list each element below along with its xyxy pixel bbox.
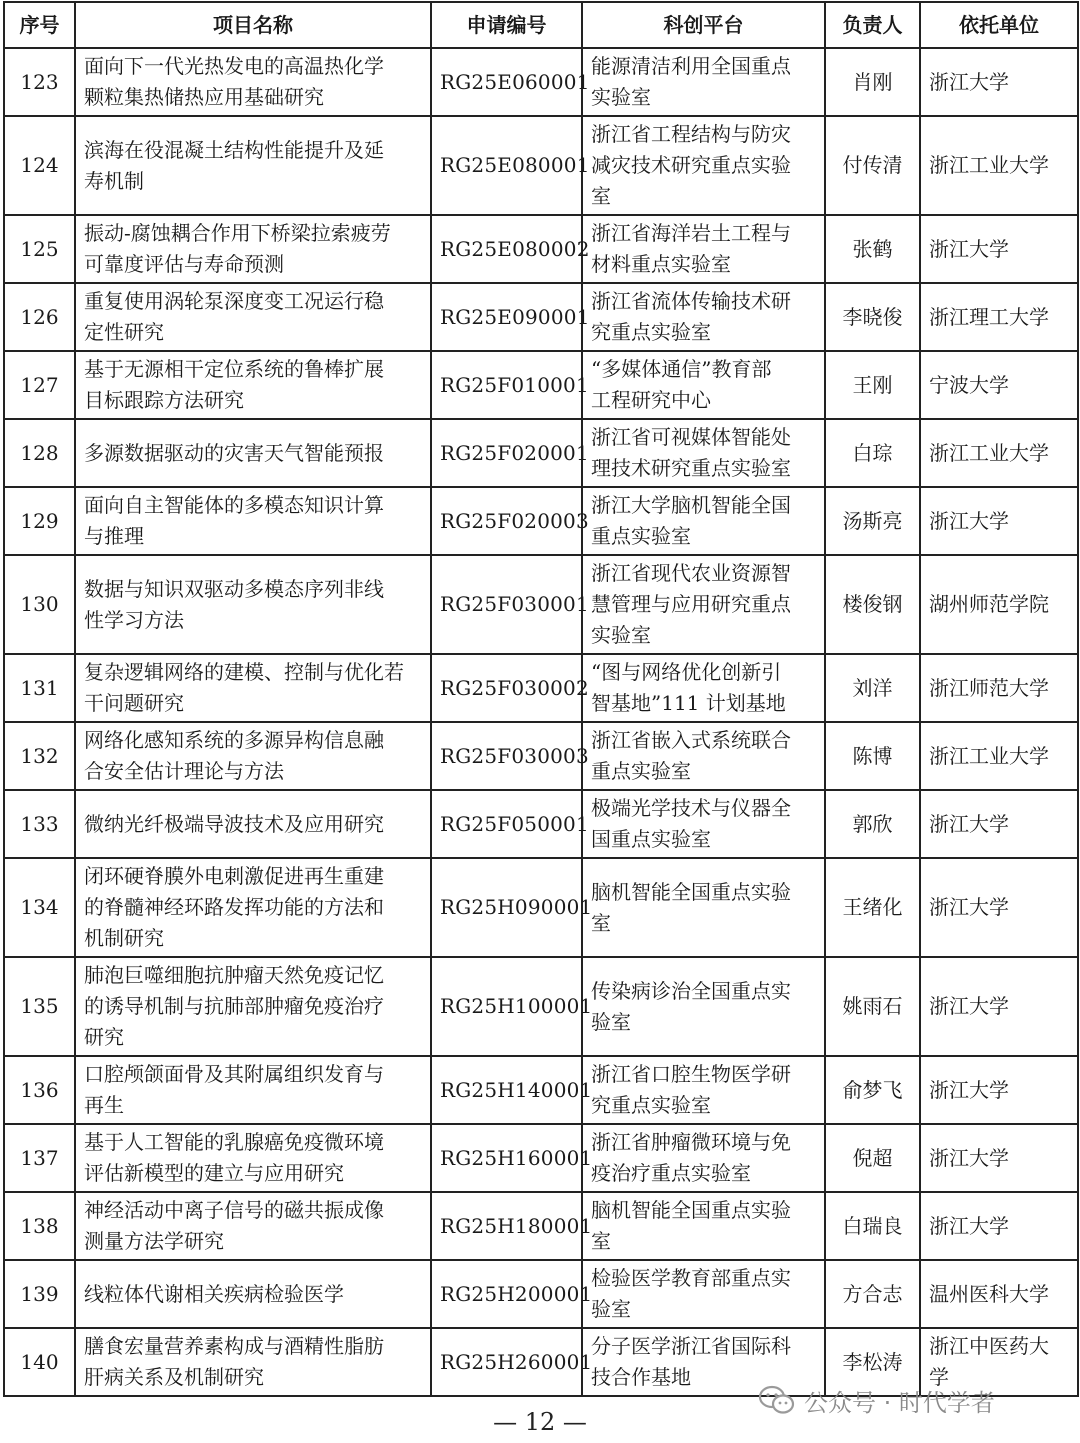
host-unit-line: 浙江中医药大: [929, 1334, 1049, 1358]
host-unit-line: 浙江大学: [929, 1077, 1009, 1102]
cell-platform: [582, 1056, 825, 1124]
cell-project-name: [75, 283, 431, 351]
project-name-line: 可靠度评估与寿命预测: [84, 252, 284, 276]
platform-line: 室: [591, 1229, 611, 1253]
cell-project-name: [75, 351, 431, 419]
platform-line: 技合作基地: [591, 1365, 691, 1389]
cell-no: 136: [4, 1056, 75, 1124]
cell-no: 139: [4, 1260, 75, 1328]
cell-person-in-charge: 付传清: [825, 116, 920, 215]
platform-line: 浙江省肿瘤微环境与免: [591, 1130, 791, 1154]
cell-application-code: RG25E080001: [431, 116, 582, 215]
cell-no: 135: [4, 957, 75, 1056]
cell-platform: [582, 1192, 825, 1260]
project-name-line: 数据与知识双驱动多模态序列非线: [84, 576, 384, 601]
project-name-line: 基于人工智能的乳腺癌免疫微环境: [84, 1130, 384, 1154]
cell-project-name: [75, 116, 431, 215]
cell-platform: [582, 555, 825, 654]
cell-no: 129: [4, 487, 75, 555]
cell-host-unit: [920, 722, 1078, 790]
cell-application-code: RG25E060001: [431, 48, 582, 116]
cell-host-unit: [920, 487, 1078, 555]
project-name-line: 振动-腐蚀耦合作用下桥梁拉索疲劳: [84, 221, 391, 245]
project-name-line: 颗粒集热储热应用基础研究: [84, 85, 324, 109]
platform-line: 分子医学浙江省国际科: [591, 1334, 791, 1358]
cell-no: 126: [4, 283, 75, 351]
platform-line: 慧管理与应用研究重点: [591, 592, 791, 616]
cell-application-code: RG25H160001: [431, 1124, 582, 1192]
project-name-line: 研究: [84, 1025, 124, 1049]
host-unit-line: 浙江工业大学: [929, 743, 1049, 768]
platform-line: 重点实验室: [591, 759, 691, 783]
platform-line: 浙江省现代农业资源智: [591, 561, 791, 585]
cell-application-code: RG25F020003: [431, 487, 582, 555]
project-name-line: 面向下一代光热发电的高温热化学: [84, 54, 384, 78]
platform-line: 脑机智能全国重点实验: [591, 879, 791, 904]
cell-host-unit: [920, 790, 1078, 858]
cell-application-code: RG25F030003: [431, 722, 582, 790]
header-person-in-charge: 负责人: [825, 2, 920, 48]
header-project-name: 项目名称: [75, 2, 431, 48]
cell-person-in-charge: 郭欣: [825, 790, 920, 858]
cell-person-in-charge: 王绪化: [825, 858, 920, 957]
platform-line: 浙江省海洋岩土工程与: [591, 221, 791, 245]
host-unit-line: 温州医科大学: [929, 1281, 1049, 1306]
platform-line: 工程研究中心: [591, 388, 711, 412]
host-unit-line: 浙江大学: [929, 1213, 1009, 1238]
cell-platform: [582, 419, 825, 487]
platform-line: 实验室: [591, 623, 651, 647]
cell-person-in-charge: 张鹤: [825, 215, 920, 283]
host-unit-line: 浙江大学: [929, 508, 1009, 533]
cell-host-unit: [920, 654, 1078, 722]
cell-application-code: RG25H180001: [431, 1192, 582, 1260]
cell-no: 132: [4, 722, 75, 790]
cell-no: 127: [4, 351, 75, 419]
platform-line: 极端光学技术与仪器全: [591, 796, 791, 820]
platform-line: 疫治疗重点实验室: [591, 1161, 751, 1185]
cell-host-unit: [920, 1124, 1078, 1192]
host-unit-line: 浙江大学: [929, 69, 1009, 94]
project-name-line: 膳食宏量营养素构成与酒精性脂肪: [84, 1334, 384, 1358]
cell-project-name: [75, 858, 431, 957]
table-row: [4, 957, 1078, 1056]
host-unit-line: 浙江大学: [929, 994, 1009, 1018]
cell-host-unit: [920, 116, 1078, 215]
cell-host-unit: [920, 215, 1078, 283]
cell-application-code: RG25H090001: [431, 858, 582, 957]
project-name-line: 定性研究: [84, 320, 164, 344]
project-name-line: 微纳光纤极端导波技术及应用研究: [84, 811, 384, 836]
platform-line: 浙江省口腔生物医学研: [591, 1062, 791, 1086]
cell-platform: [582, 1124, 825, 1192]
cell-host-unit: [920, 1056, 1078, 1124]
platform-line: 验室: [591, 1009, 631, 1034]
project-name-line: 与推理: [84, 524, 144, 548]
host-unit-line: 浙江工业大学: [929, 153, 1049, 177]
table-row: [4, 487, 1078, 555]
watermark-text: 公众号 · 时代学者: [804, 1388, 995, 1417]
cell-person-in-charge: 白琮: [825, 419, 920, 487]
cell-no: 124: [4, 116, 75, 215]
table-row: [4, 351, 1078, 419]
cell-no: 130: [4, 555, 75, 654]
cell-no: 125: [4, 215, 75, 283]
project-name-line: 的脊髓神经环路发挥功能的方法和: [84, 895, 384, 919]
table-row: [4, 555, 1078, 654]
cell-application-code: RG25E080002: [431, 215, 582, 283]
cell-project-name: [75, 48, 431, 116]
cell-no: 134: [4, 858, 75, 957]
cell-application-code: RG25F020001: [431, 419, 582, 487]
project-name-line: 合安全估计理论与方法: [84, 759, 284, 783]
cell-platform: [582, 858, 825, 957]
cell-person-in-charge: 李松涛: [825, 1328, 920, 1396]
cell-person-in-charge: 汤斯亮: [825, 487, 920, 555]
cell-person-in-charge: 倪超: [825, 1124, 920, 1192]
platform-line: 检验医学教育部重点实: [591, 1266, 791, 1290]
cell-host-unit: [920, 1260, 1078, 1328]
project-name-line: 寿机制: [84, 168, 144, 193]
table-row: [4, 722, 1078, 790]
host-unit-line: 浙江大学: [929, 236, 1009, 261]
table-row: [4, 654, 1078, 722]
project-name-line: 重复使用涡轮泵深度变工况运行稳: [84, 289, 384, 313]
host-unit-line: 浙江工业大学: [929, 440, 1049, 465]
project-name-line: 复杂逻辑网络的建模、控制与优化若: [84, 660, 404, 684]
platform-line: “多媒体通信”教育部: [591, 357, 772, 381]
cell-project-name: [75, 487, 431, 555]
platform-line: 室: [591, 910, 611, 935]
cell-host-unit: [920, 351, 1078, 419]
table-row: [4, 790, 1078, 858]
header-platform: 科创平台: [582, 2, 825, 48]
platform-line: 实验室: [591, 85, 651, 109]
platform-line: 究重点实验室: [591, 320, 711, 344]
cell-platform: [582, 722, 825, 790]
host-unit-line: 浙江师范大学: [929, 675, 1049, 700]
cell-application-code: RG25H140001: [431, 1056, 582, 1124]
cell-no: 138: [4, 1192, 75, 1260]
host-unit-line: 湖州师范学院: [929, 592, 1049, 616]
cell-application-code: RG25H100001: [431, 957, 582, 1056]
cell-host-unit: [920, 48, 1078, 116]
cell-person-in-charge: 楼俊钢: [825, 555, 920, 654]
project-name-line: 多源数据驱动的灾害天气智能预报: [84, 440, 384, 465]
table-body: [4, 48, 1078, 1396]
cell-person-in-charge: 陈博: [825, 722, 920, 790]
project-name-line: 肺泡巨噬细胞抗肿瘤天然免疫记忆: [84, 963, 384, 987]
project-name-line: 目标跟踪方法研究: [84, 388, 244, 412]
project-name-line: 网络化感知系统的多源异构信息融: [84, 728, 384, 752]
cell-application-code: RG25F030002: [431, 654, 582, 722]
cell-person-in-charge: 王刚: [825, 351, 920, 419]
header-host-unit: 依托单位: [920, 2, 1078, 48]
cell-host-unit: [920, 419, 1078, 487]
cell-platform: [582, 790, 825, 858]
platform-line: 浙江省流体传输技术研: [591, 289, 791, 313]
cell-project-name: [75, 1192, 431, 1260]
cell-project-name: [75, 957, 431, 1056]
project-name-line: 闭环硬脊膜外电刺激促进再生重建: [84, 864, 384, 888]
platform-line: 脑机智能全国重点实验: [591, 1198, 791, 1222]
cell-application-code: RG25F010001: [431, 351, 582, 419]
project-name-line: 肝病关系及机制研究: [84, 1365, 264, 1389]
cell-person-in-charge: 姚雨石: [825, 957, 920, 1056]
platform-line: 减灾技术研究重点实验: [591, 153, 791, 177]
host-unit-line: 学: [929, 1365, 949, 1389]
table-row: [4, 116, 1078, 215]
cell-no: 140: [4, 1328, 75, 1396]
cell-application-code: RG25F050001: [431, 790, 582, 858]
cell-platform: [582, 487, 825, 555]
cell-platform: [582, 48, 825, 116]
cell-no: 137: [4, 1124, 75, 1192]
cell-host-unit: [920, 1192, 1078, 1260]
cell-project-name: [75, 1260, 431, 1328]
project-name-line: 神经活动中离子信号的磁共振成像: [84, 1198, 384, 1222]
cell-project-name: [75, 419, 431, 487]
cell-project-name: [75, 1056, 431, 1124]
project-name-line: 线粒体代谢相关疾病检验医学: [84, 1281, 344, 1306]
platform-line: 浙江省工程结构与防灾: [591, 122, 791, 146]
cell-platform: [582, 654, 825, 722]
table-row: [4, 419, 1078, 487]
cell-no: 123: [4, 48, 75, 116]
cell-host-unit: [920, 858, 1078, 957]
project-name-line: 基于无源相干定位系统的鲁棒扩展: [84, 357, 384, 381]
cell-application-code: RG25F030001: [431, 555, 582, 654]
cell-platform: [582, 215, 825, 283]
platform-line: 室: [591, 184, 611, 208]
project-name-line: 性学习方法: [84, 607, 184, 632]
table-header-row: [4, 2, 1078, 48]
project-name-line: 面向自主智能体的多模态知识计算: [84, 493, 384, 517]
cell-project-name: [75, 1124, 431, 1192]
cell-no: 131: [4, 654, 75, 722]
cell-no: 133: [4, 790, 75, 858]
project-name-line: 的诱导机制与抗肺部肿瘤免疫治疗: [84, 994, 384, 1018]
cell-platform: [582, 1260, 825, 1328]
platform-line: 能源清洁利用全国重点: [591, 54, 791, 78]
cell-project-name: [75, 654, 431, 722]
host-unit-line: 浙江大学: [929, 811, 1009, 836]
platform-line: 材料重点实验室: [591, 252, 731, 276]
cell-platform: [582, 283, 825, 351]
project-name-line: 测量方法学研究: [84, 1229, 224, 1253]
cell-host-unit: [920, 283, 1078, 351]
table-row: [4, 215, 1078, 283]
host-unit-line: 浙江理工大学: [929, 304, 1049, 329]
platform-line: 浙江省可视媒体智能处: [591, 425, 791, 449]
project-name-line: 再生: [84, 1093, 124, 1117]
platform-line: 智基地”111 计划基地: [591, 691, 786, 715]
host-unit-line: 浙江大学: [929, 895, 1009, 919]
table-row: [4, 1124, 1078, 1192]
table-row: [4, 1192, 1078, 1260]
host-unit-line: 浙江大学: [929, 1145, 1009, 1170]
cell-person-in-charge: 李晓俊: [825, 283, 920, 351]
project-name-line: 评估新模型的建立与应用研究: [84, 1161, 344, 1185]
platform-line: “图与网络优化创新引: [591, 660, 782, 684]
table-row: [4, 1260, 1078, 1328]
platform-line: 验室: [591, 1297, 631, 1321]
cell-project-name: [75, 722, 431, 790]
cell-person-in-charge: 白瑞良: [825, 1192, 920, 1260]
cell-platform: [582, 957, 825, 1056]
cell-host-unit: [920, 555, 1078, 654]
platform-line: 浙江大学脑机智能全国: [591, 493, 791, 517]
table-row: [4, 858, 1078, 957]
cell-platform: [582, 351, 825, 419]
cell-platform: [582, 116, 825, 215]
cell-person-in-charge: 俞梦飞: [825, 1056, 920, 1124]
cell-project-name: [75, 215, 431, 283]
cell-person-in-charge: 肖刚: [825, 48, 920, 116]
cell-application-code: RG25H260001: [431, 1328, 582, 1396]
header-application-code: 申请编号: [431, 2, 582, 48]
platform-line: 重点实验室: [591, 524, 691, 548]
platform-line: 浙江省嵌入式系统联合: [591, 728, 791, 752]
platform-line: 传染病诊治全国重点实: [591, 978, 791, 1003]
project-name-line: 口腔颅颌面骨及其附属组织发育与: [84, 1062, 384, 1086]
cell-no: 128: [4, 419, 75, 487]
project-name-line: 干问题研究: [84, 691, 184, 715]
header-no: 序号: [4, 2, 75, 48]
cell-person-in-charge: 方合志: [825, 1260, 920, 1328]
project-name-line: 机制研究: [84, 926, 164, 950]
platform-line: 究重点实验室: [591, 1093, 711, 1117]
platform-line: 理技术研究重点实验室: [591, 456, 791, 480]
cell-host-unit: [920, 957, 1078, 1056]
table-row: [4, 48, 1078, 116]
cell-project-name: [75, 790, 431, 858]
host-unit-line: 宁波大学: [929, 372, 1009, 397]
project-table: [3, 1, 1079, 1397]
cell-person-in-charge: 刘洋: [825, 654, 920, 722]
cell-project-name: [75, 555, 431, 654]
project-name-line: 滨海在役混凝土结构性能提升及延: [84, 137, 384, 162]
cell-application-code: RG25H200001: [431, 1260, 582, 1328]
table-row: [4, 1056, 1078, 1124]
platform-line: 国重点实验室: [591, 827, 711, 851]
cell-project-name: [75, 1328, 431, 1396]
cell-application-code: RG25E090001: [431, 283, 582, 351]
page-number: — 12 —: [493, 1408, 587, 1436]
table-row: [4, 283, 1078, 351]
